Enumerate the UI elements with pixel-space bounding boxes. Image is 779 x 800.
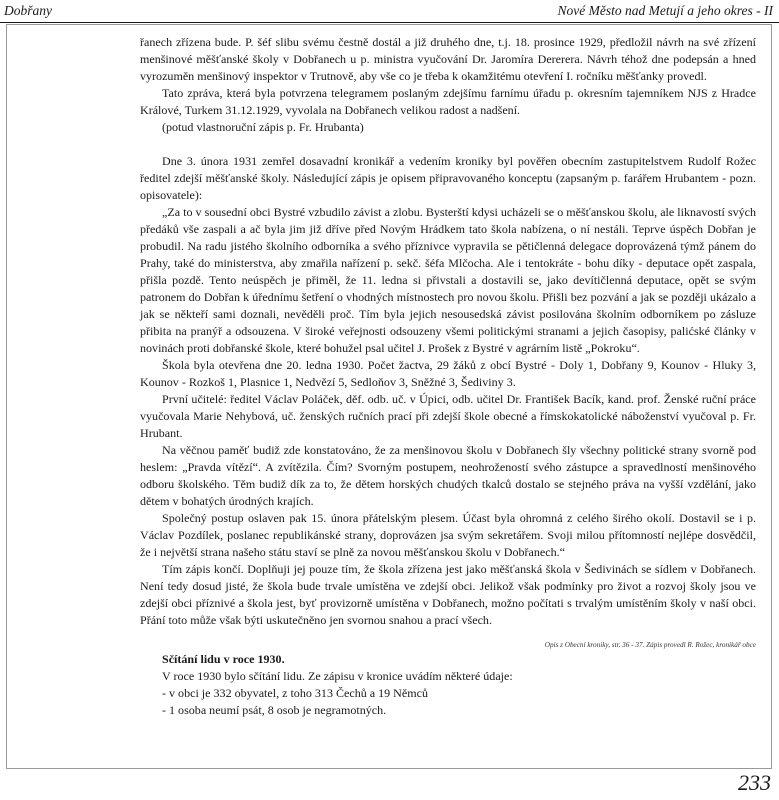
paragraph-school-opened: Škola byla otevřena dne 20. ledna 1930. Počet žactva, 29 žáků z obcí Bystré - Doly 1, Dobřany 9, Kounov - Hluky 3, Kounov - Rozkoš 1, Plasnice 1, Nedvězí 5, Sedloňov 3, Sněžné 3, Šediviny 3. (140, 358, 756, 389)
running-head (0, 0, 779, 22)
page-content (140, 34, 756, 719)
paragraph-conclusion: Tím zápis končí. Doplňuji jej pouze tím, že škola zřízena jest jako měšťanská škola v Šedivinách se sídlem v Dobřanech. Není tedy dosud jisté, že škola bude trvale umístěna ve zdejší obci. Jelikož však podmínky pro život a rozvoj školy jsou ve zdejší obci příznivé a škola jest, byť provizorně umístěna v Dobřanech, možno počítati s trvalým umístěním školy v naší obci. Přání toto může však býti uskutečněno jen svornou snahou a prací všech. (140, 562, 756, 627)
paragraph-ball: Společný postup oslaven pak 15. února přátelským plesem. Účast byla ohromná z celého širého okolí. Dostavil se i p. Václav Pozdílek, poslanec republikánské strany, doprovázen jsa svým sekretářem. Svoji milou přítomností nejlépe dosvědčil, že i největší strana našeho státu staví se plně za novou měšťanskou školu v Dobřanech.“ (140, 511, 756, 559)
paragraph-quote: „Za to v sousední obci Bystré vzbudilo závist a zlobu. Bysterští kdysi ucházeli se o měšťanskou školu, ale liknavostí svých předáků vše zaspali a ač byla jim již dříve před Novým Hrádkem tato škola nabízena, o ní nestáli. Teprve úspěch Dobřan je probudil. Na radu jistého školního odborníka a svého příznivce vypravila se pětičlenná delegace doprovázená týmž pánem do Prahy, také do ministerstva, aby zmařila nařízení p. sekč. šéfa Mlčocha. Ale i tentokráte - bohu díky - deputace opět zaspala, přišla pozdě. Tento neúspěch je přiměl, že 11. ledna si přivstali a dostavili se, jako devítičlenná deputace, opět se svým patronem do Dobřan k úřednímu šetření o vhodných místnostech pro novou školu. Přišli bez pozvání a jak se později ukázalo a jak se někteří sami doznali, nevěděli proč. Tím byla jejich nesousedská závist posilována školním odborníkem po zásluze přibita na pranýř a odsouzena. V široké veřejnosti odsouzeny všemi politickými stranami a jejich časopisy, palićské články v novinách proti dobřanské škole, které bohužel psal učitel J. Prošek z Bystré v agrárním listě „Pokroku“. (140, 205, 756, 355)
section-heading: Sčítání lidu v roce 1930. (162, 652, 285, 666)
spacer (140, 136, 756, 153)
running-head-left: Dobřany (4, 3, 52, 18)
census-item: - v obci je 332 obyvatel, z toho 313 Čechů a 19 Němců (162, 686, 428, 700)
paragraph-chronicler: Dne 3. února 1931 zemřel dosavadní kronikář a vedením kroniky byl pověřen obecním zastupitelstvem Rudolf Rožec ředitel zdejší měšťanské školy. Následující zápis je opisem připravovaného konceptu (zapsaným p. farářem Hrubantem - pozn. opisovatele): (140, 154, 756, 202)
running-head-right: Nové Město nad Metují a jeho okres - II (557, 3, 773, 18)
header-rule (0, 22, 779, 23)
page-number: 233 (738, 770, 771, 795)
census-intro: V roce 1930 bylo sčítání lidu. Ze zápisu v kronice uvádím některé údaje: (162, 669, 513, 683)
paragraph-telegram: Tato zpráva, která byla potvrzena telegramem poslaným zdejšímu farnímu úřadu p. okresním tajemníkem NJS z Hradce Králové, Turkem 31.12.1929, vyvolala na Dobřanech velikou radost a nadšení. (140, 86, 756, 117)
paragraph-continued: řanech zřízena bude. P. šéf slibu svému čestně dostál a již druhého dne, t.j. 18. prosince 1929, předložil návrh na své zřízení menšinové měšťanské školy v Dobřanech u p. ministra vyučování Dr. Jaromíra Dererera. Návrh téhož dne podepsán a hned vyrozuměn menšinový inspektor v Trutnově, aby vše co je třeba k okamžitému otevření I. ročníku měšťanky provedl. (140, 35, 756, 83)
paragraph-memory: Na věčnou paměť budiž zde konstatováno, že za menšinovou školu v Dobřanech šly všechny politické strany svorně pod heslem: „Pravda vítězí“. A zvítězila. Čím? Svorným postupem, neohrožeností svého zástupce a spravedlností menšinového odboru školského. Těm budiž dík za to, že dětem horských chudých tkalců dostalo se stejného práva na vyšší vzdělání, jako dětem v bohatých úrodných krajích. (140, 443, 756, 508)
paragraph-note: (potud vlastnoruční zápis p. Fr. Hrubanta) (162, 120, 364, 134)
source-note: Opis z Obecní kroniky, str. 36 - 37. Zápis provedl R. Rožec, kronikář obce (544, 641, 756, 649)
paragraph-teachers: První učitelé: ředitel Václav Poláček, děf. odb. uč. v Úpici, odb. učitel Dr. František Bacík, kand. prof. Ženské ruční práce vyučovala Marie Nehybová, uč. ženských ručních prací při zdejší škole obecné a římskokatolické náboženství vyučoval p. Fr. Hrubant. (140, 392, 756, 440)
census-item: - 1 osoba neumí psát, 8 osob je negramotných. (162, 703, 387, 717)
